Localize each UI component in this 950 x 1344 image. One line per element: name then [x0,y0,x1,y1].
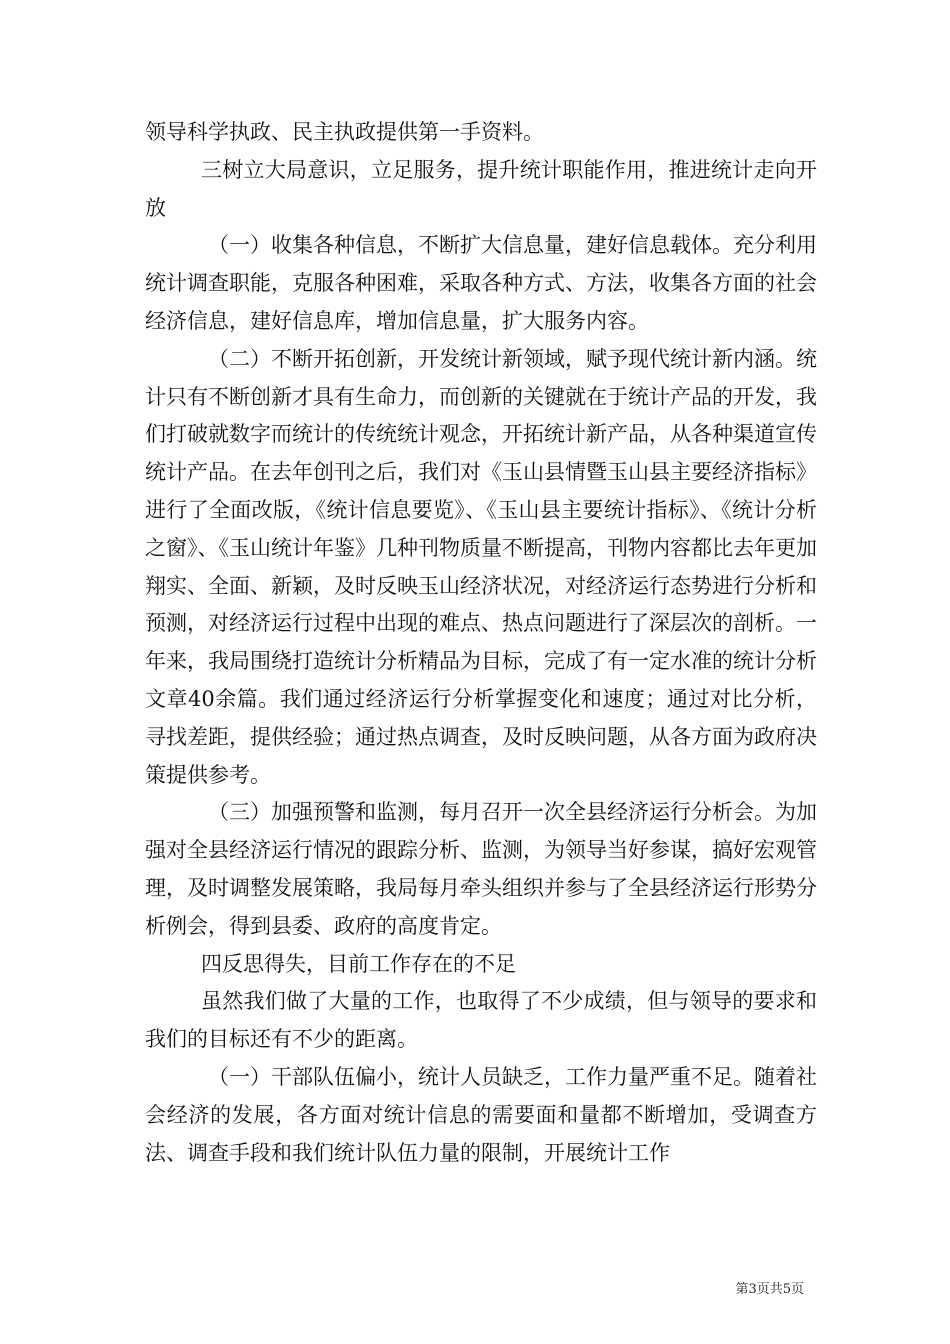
paragraph-item-1: （一）收集各种信息，不断扩大信息量，建好信息载体。充分利用统计调查职能，克服各种困难，采取各种方式、方法，收集各方面的社会经济信息，建好信息库，增加信息量，扩大服务内容。 [145,233,817,333]
section-heading-3: 三树立大局意识，立足服务，提升统计职能作用，推进统计走向开放 [145,157,817,220]
page-footer [0,1278,950,1297]
document-body [145,114,817,1172]
paragraph-item-4: （一）干部队伍偏小，统计人员缺乏，工作力量严重不足。随着社会经济的发展，各方面对统计信息的需要面和量都不断增加，受调查方法、调查手段和我们统计队伍力量的限制，开展统计工作 [145,1064,817,1165]
section-heading-4: 四反思得失，目前工作存在的不足 [201,951,516,976]
paragraph-continuation: 领导科学执政、民主执政提供第一手资料。 [145,120,544,144]
paragraph-item-2: （二）不断开拓创新，开发统计新领域，赋予现代统计新内涵。统计只有不断创新才具有生命力，而创新的关键就在于统计产品的开发，我们打破就数字而统计的传统统计观念，开拓统计新产品，从各种渠道宣传统计产品。在去年创刊之后，我们对《玉山县情暨玉山县主要经济指标》进行了全面改版，《统计信息要览》、《玉山县主要统计指标》、《统计分析之窗》、《玉山统计年鉴》几种刊物质量不断提高，刊物内容都比去年更加翔实、全面、新颖，及时反映玉山经济状况，对经济运行态势进行分析和预测，对经济运行过程中出现的难点、热点问题进行了深层次的剖析。一年来，我局围绕打造统计分析精品为目标，完成了有一定水准的统计分析文章40余篇。我们通过经济运行分析掌握变化和速度；通过对比分析，寻找差距，提供经验；通过热点调查，及时反映问题，从各方面为政府决策提供参考。 [145,346,817,787]
paragraph-item-3: （三）加强预警和监测，每月召开一次全县经济运行分析会。为加强对全县经济运行情况的跟踪分析、监测，为领导当好参谋，搞好宏观管理，及时调整发展策略，我局每月牵头组织并参与了全县经济运行形势分析例会，得到县委、政府的高度肯定。 [145,800,817,938]
page-number: 第3页共5页 [735,1282,804,1297]
paragraph-intro: 虽然我们做了大量的工作，也取得了不少成绩，但与领导的要求和我们的目标还有不少的距离。 [145,989,817,1052]
